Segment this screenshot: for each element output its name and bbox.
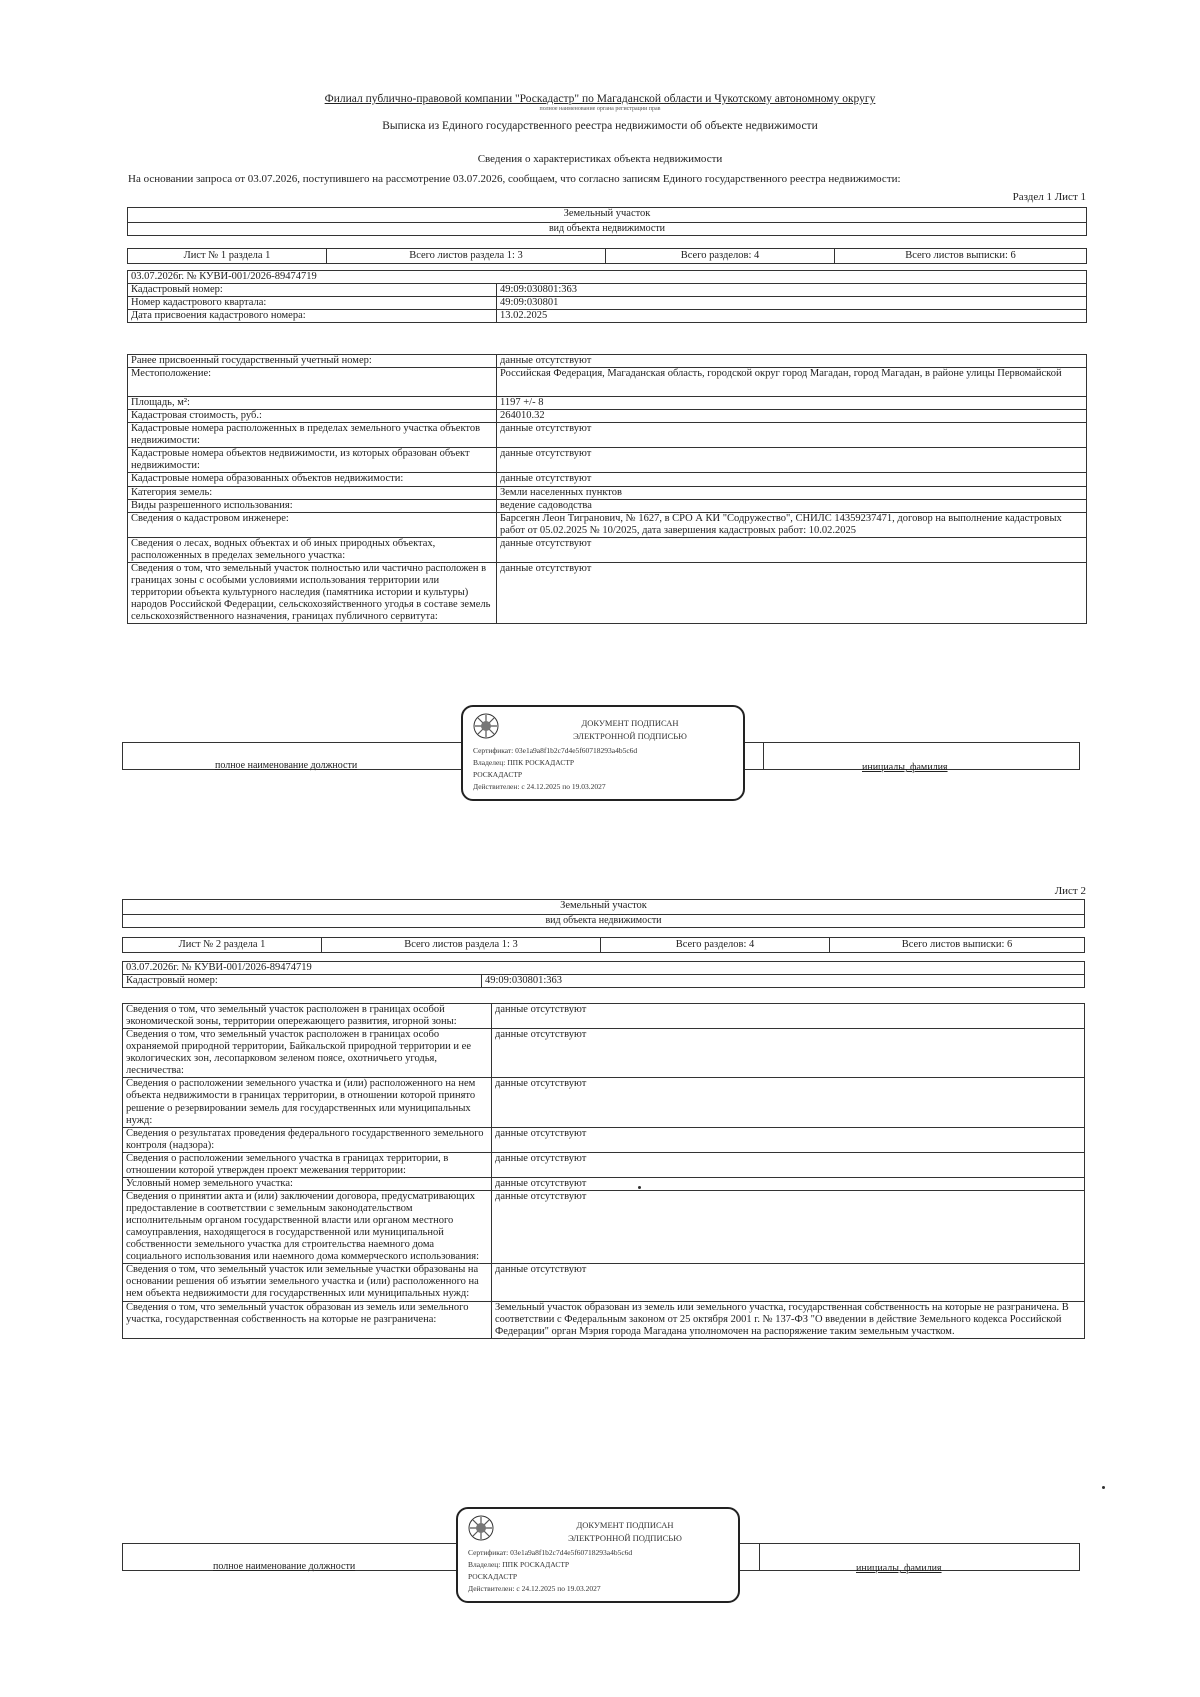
sheet1-object-type: Земельный участок [128, 208, 1087, 223]
table-row [123, 1029, 1085, 1078]
sheet2-bar-sheet-no: Лист № 2 раздела 1 [123, 938, 322, 953]
name-caption: инициалы, фамилия [856, 1563, 942, 1574]
field-value: 1197 +/- 8 [497, 397, 1087, 410]
electronic-signature-stamp [461, 705, 745, 801]
table-row [128, 297, 1087, 310]
field-label: Местоположение: [128, 368, 497, 397]
basis-text: На основании запроса от 03.07.2026, поступившего на рассмотрение 03.07.2026, сообщаем, что согласно записям Единого государственного реестра недвижимости: [128, 173, 901, 185]
scan-speck [1102, 1486, 1105, 1489]
field-value: Российская Федерация, Магаданская область, городской округ город Магадан, город Магадан, в районе улицы Первомайской [497, 368, 1087, 397]
sheet1-object-type-caption: вид объекта недвижимости [128, 223, 1087, 236]
sheet1-object-type-box [127, 207, 1087, 236]
field-value: данные отсутствуют [492, 1078, 1085, 1127]
field-value: 49:09:030801:363 [482, 975, 1085, 988]
table-row [123, 1004, 1085, 1029]
stamp-certificate: Сертификат: 03e1a9a8f1b2c7d4e5f60718293a4b5c6d [468, 1548, 633, 1557]
organization-caption: полное наименование органа регистрации прав [539, 106, 661, 112]
sheet1-section-label: Раздел 1 Лист 1 [1012, 191, 1086, 203]
field-label: Номер кадастрового квартала: [128, 297, 497, 310]
stamp-validity: Действителен: с 24.12.2025 по 19.03.2027 [473, 782, 606, 791]
table-row [123, 1078, 1085, 1127]
field-value: данные отсутствуют [497, 473, 1087, 486]
sheet1-record-number: 03.07.2026г. № КУВИ-001/2026-89474719 [128, 271, 1087, 284]
field-label: Условный номер земельного участка: [123, 1177, 492, 1190]
field-label: Сведения о том, что земельный участок расположен в границах особо охраняемой природной территории, Байкальской природной территории и ее экологических зон, лесопарковом зеленом поясе, охотничьего угодья, лесничества: [123, 1029, 492, 1078]
field-label: Кадастровые номера расположенных в пределах земельного участка объектов недвижимости: [128, 423, 497, 448]
table-row [123, 1177, 1085, 1190]
organization-title: Филиал публично-правовой компании "Роскадастр" по Магаданской области и Чукотскому автономному округу [324, 93, 876, 105]
stamp-title: ДОКУМЕНТ ПОДПИСАН [576, 1520, 674, 1530]
table-row [123, 1127, 1085, 1152]
emblem-icon [473, 713, 499, 739]
field-label: Кадастровые номера объектов недвижимости, из которых образован объект недвижимости: [128, 448, 497, 473]
stamp-subtitle: ЭЛЕКТРОННОЙ ПОДПИСЬЮ [568, 1533, 682, 1543]
field-value: Барсегян Леон Тигранович, № 1627, в СРО А КИ "Содружество", СНИЛС 14359237471, договор на выполнение кадастровых работ от 05.02.2025 № 10/2025, дата завершения кадастровых работ: 10.02.2025 [497, 512, 1087, 537]
field-label: Кадастровый номер: [128, 284, 497, 297]
field-label: Кадастровая стоимость, руб.: [128, 410, 497, 423]
table-row [128, 448, 1087, 473]
table-row [128, 537, 1087, 562]
field-value: данные отсутствуют [497, 448, 1087, 473]
sheet1-bar-section-sheets: Всего листов раздела 1: 3 [327, 249, 606, 264]
sheet2-details-table [122, 1003, 1085, 1339]
field-label: Сведения о расположении земельного участка и (или) расположенного на нем объекта недвижимости в границах территории, в отношении которой принято решение о резервировании земель для государственных или муниципальных нужд: [123, 1078, 492, 1127]
sheet2-label: Лист 2 [1054, 885, 1086, 897]
sheet2-bar-section-sheets: Всего листов раздела 1: 3 [322, 938, 601, 953]
table-row [128, 410, 1087, 423]
stamp-title: ДОКУМЕНТ ПОДПИСАН [581, 718, 679, 728]
name-caption: инициалы, фамилия [862, 762, 948, 773]
field-label: Сведения о принятии акта и (или) заключении договора, предусматривающих предоставление в соответствии с земельным законодательством исполнительным органом государственной власти или органом местного самоуправления, находящегося в государственной или муниципальной собственности земельного участка для строительства наемного дома социального использования или наемного дома коммерческого использования: [123, 1190, 492, 1263]
scan-speck [638, 1186, 641, 1189]
field-value: данные отсутствуют [497, 423, 1087, 448]
table-row [128, 397, 1087, 410]
field-label: Сведения о том, что земельный участок или земельные участки образованы на основании решения об изъятии земельного участка и (или) расположенного на нем объекта недвижимости для государственных или муниципальных нужд: [123, 1264, 492, 1301]
field-value: данные отсутствуют [492, 1177, 1085, 1190]
document-title: Выписка из Единого государственного реестра недвижимости об объекте недвижимости [382, 120, 818, 132]
sheet1-sheet-bar [127, 248, 1087, 264]
table-row [128, 368, 1087, 397]
table-row [128, 562, 1087, 623]
field-value: 13.02.2025 [497, 310, 1087, 323]
table-row [123, 975, 1085, 988]
table-row [123, 1190, 1085, 1263]
sheet1-bar-sections: Всего разделов: 4 [606, 249, 835, 264]
field-label: Кадастровые номера образованных объектов недвижимости: [128, 473, 497, 486]
field-label: Площадь, м²: [128, 397, 497, 410]
field-label: Категория земель: [128, 486, 497, 499]
info-title: Сведения о характеристиках объекта недвижимости [477, 153, 723, 165]
table-row [123, 1264, 1085, 1301]
sheet2-object-type: Земельный участок [123, 900, 1085, 915]
sheet2-sheet-bar [122, 937, 1085, 953]
sheet2-id-table [122, 961, 1085, 988]
table-row [123, 1301, 1085, 1338]
stamp-subtitle: ЭЛЕКТРОННОЙ ПОДПИСЬЮ [573, 731, 687, 741]
table-row [128, 423, 1087, 448]
field-value: данные отсутствуют [497, 562, 1087, 623]
sheet2-object-type-caption: вид объекта недвижимости [123, 915, 1085, 928]
field-value: данные отсутствуют [492, 1152, 1085, 1177]
field-value: Земли населенных пунктов [497, 486, 1087, 499]
electronic-signature-stamp [456, 1507, 740, 1603]
field-value: данные отсутствуют [492, 1190, 1085, 1263]
field-label: Сведения о том, что земельный участок расположен в границах особой экономической зоны, территории опережающего развития, игорной зоны: [123, 1004, 492, 1029]
table-row [123, 1152, 1085, 1177]
field-label: Ранее присвоенный государственный учетный номер: [128, 355, 497, 368]
table-row [128, 499, 1087, 512]
field-label: Сведения о лесах, водных объектах и об иных природных объектах, расположенных в пределах земельного участка: [128, 537, 497, 562]
field-value: данные отсутствуют [497, 355, 1087, 368]
field-value: данные отсутствуют [492, 1264, 1085, 1301]
field-label: Кадастровый номер: [123, 975, 482, 988]
field-label: Дата присвоения кадастрового номера: [128, 310, 497, 323]
field-value: Земельный участок образован из земель или земельного участка, государственная собственность на которые не разграничена. В соответствии с Федеральным законом от 25 октября 2001 г. № 137-ФЗ "О введении в действие Земельного кодекса Российской Федерации" орган Мэрия города Магадана уполномочен на распоряжение таким земельным участком. [492, 1301, 1085, 1338]
field-label: Сведения о том, что земельный участок полностью или частично расположен в границах зоны с особыми условиями использования территории или территории объекта культурного наследия (памятника истории и культуры) народов Российской Федерации, сельскохозяйственного угодья в составе земель сельскохозяйственного назначения, границах публичного сервитута: [128, 562, 497, 623]
sheet1-id-table [127, 270, 1087, 323]
sheet2-bar-total-sheets: Всего листов выписки: 6 [830, 938, 1085, 953]
field-value: ведение садоводства [497, 499, 1087, 512]
stamp-org: РОСКАДАСТР [468, 1572, 518, 1581]
field-value: данные отсутствуют [497, 537, 1087, 562]
position-caption: полное наименование должности [213, 1561, 356, 1572]
field-value: данные отсутствуют [492, 1127, 1085, 1152]
sheet1-bar-sheet-no: Лист № 1 раздела 1 [128, 249, 327, 264]
table-row [128, 284, 1087, 297]
field-label: Сведения о расположении земельного участка в границах территории, в отношении которой утвержден проект межевания территории: [123, 1152, 492, 1177]
stamp-owner: Владелец: ППК РОСКАДАСТР [468, 1560, 570, 1569]
stamp-validity: Действителен: с 24.12.2025 по 19.03.2027 [468, 1584, 601, 1593]
field-label: Сведения о кадастровом инженере: [128, 512, 497, 537]
stamp-org: РОСКАДАСТР [473, 770, 523, 779]
field-label: Сведения о результатах проведения федерального государственного земельного контроля (надзора): [123, 1127, 492, 1152]
table-row [128, 355, 1087, 368]
sheet2-record-number: 03.07.2026г. № КУВИ-001/2026-89474719 [123, 962, 1085, 975]
sheet1-details-table [127, 354, 1087, 624]
table-row [128, 473, 1087, 486]
field-value: данные отсутствуют [492, 1004, 1085, 1029]
stamp-owner: Владелец: ППК РОСКАДАСТР [473, 758, 575, 767]
field-label: Сведения о том, что земельный участок образован из земель или земельного участка, государственная собственность на которые не разграничена: [123, 1301, 492, 1338]
table-row [128, 486, 1087, 499]
sheet2-object-type-box [122, 899, 1085, 928]
table-row [128, 512, 1087, 537]
sheet1-bar-total-sheets: Всего листов выписки: 6 [835, 249, 1087, 264]
sheet2-bar-sections: Всего разделов: 4 [601, 938, 830, 953]
field-value: 49:09:030801:363 [497, 284, 1087, 297]
emblem-icon [468, 1515, 494, 1541]
table-row [128, 310, 1087, 323]
position-caption: полное наименование должности [215, 760, 358, 771]
field-value: 264010.32 [497, 410, 1087, 423]
stamp-certificate: Сертификат: 03e1a9a8f1b2c7d4e5f60718293a4b5c6d [473, 746, 638, 755]
field-value: данные отсутствуют [492, 1029, 1085, 1078]
field-value: 49:09:030801 [497, 297, 1087, 310]
field-label: Виды разрешенного использования: [128, 499, 497, 512]
